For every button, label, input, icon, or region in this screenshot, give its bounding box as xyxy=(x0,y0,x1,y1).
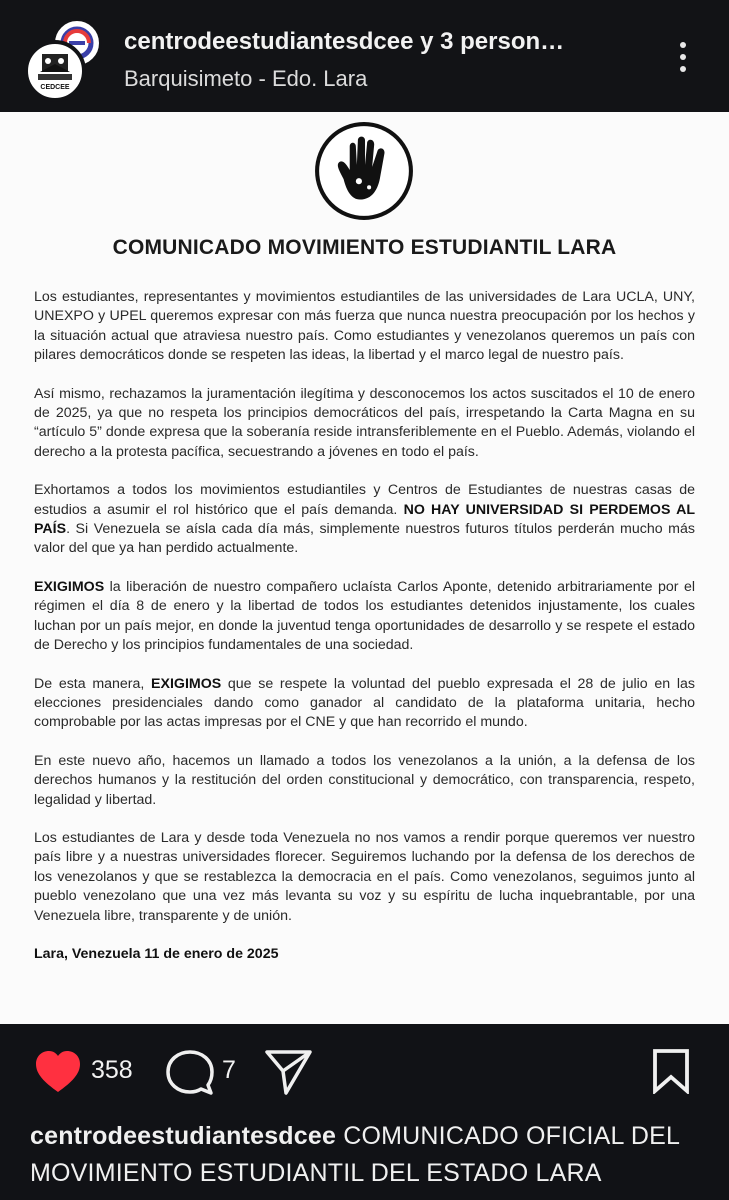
black-hand-logo-icon xyxy=(313,120,415,222)
paragraph-5: De esta manera, EXIGIMOS que se respete la voluntad del pueblo expresada el 28 de julio en las elecciones presidenciales dando como ganador al candidato de la plataforma unitaria, hecho comprobable por las actas impresas por el CNE y que han recorrido el mundo. xyxy=(34,675,695,731)
post-header xyxy=(0,0,729,112)
post-caption xyxy=(30,1118,710,1192)
comment-count[interactable]: 7 xyxy=(222,1056,236,1084)
more-options-icon[interactable] xyxy=(668,42,698,78)
paragraph-7: Los estudiantes de Lara y desde toda Venezuela no nos vamos a rendir porque queremos ver nuestro país libre y a nuestras universidades florecer. Seguiremos luchando por la defensa de los derechos de los venezolanos y que se restablezca la democracia en el país. Como venezolanos, seguimos junto al pueblo venezolano que una vez más levanta su voz y su espíritu de lucha inquebrantable, por una Venezuela libre, transparente y de unión. xyxy=(34,829,695,924)
paragraph-2: Así mismo, rechazamos la juramentación ilegítima y desconocemos los actos suscitados el 10 de enero de 2025, ya que no respeta los principios democráticos del país, irrespetando la Carta Magna en su “artículo 5” donde expresa que la soberanía reside intransferiblemente en el Pueblo. Además, violando el derecho a la protesta pacífica, secuestrando a jóvenes en todo el país. xyxy=(34,385,695,460)
bookmark-icon[interactable] xyxy=(652,1048,690,1094)
paragraph-1: Los estudiantes, representantes y movimientos estudiantiles de las universidades de Lara UCLA, UNY, UNEXPO y UPEL queremos expresar con más fuerza que nunca nuestra preocupación por los hechos y la situación actual que atraviesa nuestro país. Como estudiantes y venezolanos queremos un país con pilares democráticos donde se respeten las ideas, la libertad y el marco legal de nuestro país. xyxy=(34,289,695,364)
bold-exigimos-2: EXIGIMOS xyxy=(151,675,222,692)
share-icon[interactable] xyxy=(264,1048,314,1096)
caption-text: COMUNICADO OFICIAL DEL MOVIMIENTO ESTUDIANTIL DEL ESTADO LARA xyxy=(30,1122,680,1187)
avatar-group[interactable] xyxy=(24,18,114,102)
post-username[interactable]: centrodeestudiantesdcee y 3 person… xyxy=(124,28,565,55)
author-avatar[interactable] xyxy=(24,40,86,102)
paragraph-3: Exhortamos a todos los movimientos estudiantiles y Centros de Estudiantes de nuestras casas de estudios a asumir el rol histórico que el país demanda. NO HAY UNIVERSIDAD SI PERDEMOS AL PAÍS. Si Venezuela se aísla cada día más, simplemente nuestros futuros títulos perderán mucho más valor del que ya han perdido actualmente. xyxy=(34,482,695,557)
bold-exigimos: EXIGIMOS xyxy=(34,578,105,595)
signature: Lara, Venezuela 11 de enero de 2025 xyxy=(34,945,279,962)
like-count[interactable]: 358 xyxy=(91,1056,133,1084)
svg-text:CEDCEE: CEDCEE xyxy=(40,84,70,91)
caption-username[interactable]: centrodeestudiantesdcee xyxy=(30,1122,337,1150)
document-body xyxy=(34,288,695,983)
bold-statement: NO HAY UNIVERSIDAD SI PERDEMOS AL PAÍS xyxy=(34,501,695,538)
action-bar xyxy=(0,1024,729,1120)
post-location[interactable]: Barquisimeto - Edo. Lara xyxy=(124,66,368,91)
document-title: COMUNICADO MOVIMIENTO ESTUDIANTIL LARA xyxy=(112,236,617,259)
paragraph-4: EXIGIMOS la liberación de nuestro compañero uclaísta Carlos Aponte, detenido arbitrariamente por el régimen el día 8 de enero y la libertad de todos los estudiantes detenidos injustamente, los cuales luchan por un país mejor, en donde la juventud tenga oportunidades de desarrollo y se respete el estado de Derecho y los principios fundamentales de una sociedad. xyxy=(34,578,695,654)
paragraph-6: En este nuevo año, hacemos un llamado a todos los venezolanos a la unión, a la defensa de los derechos humanos y la restitución del orden constitucional y democrático, con transparencia, respeto, legalidad y libertad. xyxy=(34,752,695,808)
heart-icon[interactable] xyxy=(34,1050,82,1094)
post-image[interactable] xyxy=(0,112,729,1024)
comment-icon[interactable] xyxy=(166,1050,214,1096)
cedcee-logo-icon xyxy=(28,44,82,98)
